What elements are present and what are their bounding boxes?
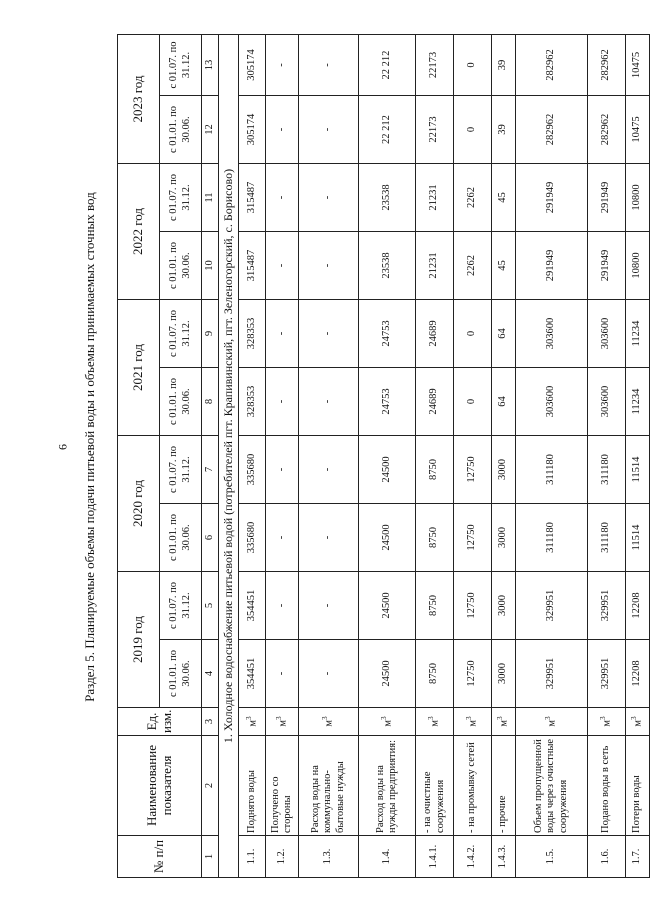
value-cell: - <box>299 300 359 368</box>
value-cell: - <box>299 35 359 96</box>
table-row <box>626 35 650 878</box>
header-unit: Ед. изм. <box>118 708 202 736</box>
value-cell: 11234 <box>626 368 650 436</box>
value-cell: 8750 <box>416 640 454 708</box>
row-number: 1.6. <box>588 836 626 878</box>
unit-label: м <box>277 719 289 727</box>
value-cell: 282962 <box>516 35 588 96</box>
header-half1: с 01.01. по 30.06. <box>160 368 202 436</box>
value-cell: 311180 <box>516 436 588 504</box>
header-half1: с 01.01. по 30.06. <box>160 232 202 300</box>
value-cell: 24500 <box>359 436 416 504</box>
header-half2: с 01.07. по 31.12. <box>160 35 202 96</box>
unit-label: м <box>467 719 479 727</box>
unit-power: 3 <box>321 716 330 720</box>
value-cell: 291949 <box>588 232 626 300</box>
column-number: 7 <box>202 436 219 504</box>
row-name: Поднято воды <box>239 736 266 836</box>
value-cell: 39 <box>492 96 516 164</box>
header-half2: с 01.07. по 31.12. <box>160 164 202 232</box>
page-number: 6 <box>55 444 70 450</box>
column-number: 4 <box>202 640 219 708</box>
table-row <box>454 35 492 878</box>
section-title: Раздел 5. Планируемые объемы подачи питьевой воды и объемы принимаемых сточных вод <box>82 192 97 702</box>
value-cell: 10800 <box>626 232 650 300</box>
value-cell: 3000 <box>492 436 516 504</box>
row-unit <box>359 708 416 736</box>
value-cell: 303600 <box>516 300 588 368</box>
value-cell: 22173 <box>416 96 454 164</box>
row-number: 1.2. <box>266 836 299 878</box>
value-cell: 45 <box>492 232 516 300</box>
value-cell: 282962 <box>588 96 626 164</box>
value-cell: 12208 <box>626 640 650 708</box>
value-cell: 24753 <box>359 368 416 436</box>
value-cell: 354451 <box>239 640 266 708</box>
value-cell: 12750 <box>454 436 492 504</box>
value-cell: 328353 <box>239 368 266 436</box>
row-number: 1.3. <box>299 836 359 878</box>
row-unit <box>492 708 516 736</box>
value-cell: 8750 <box>416 436 454 504</box>
value-cell: 0 <box>454 368 492 436</box>
value-cell: 22 212 <box>359 96 416 164</box>
value-cell: - <box>266 368 299 436</box>
value-cell: 24689 <box>416 300 454 368</box>
value-cell: - <box>299 572 359 640</box>
value-cell: 12208 <box>626 572 650 640</box>
header-half1: с 01.01. по 30.06. <box>160 504 202 572</box>
column-number: 12 <box>202 96 219 164</box>
value-cell: 3000 <box>492 572 516 640</box>
value-cell: 303600 <box>588 300 626 368</box>
header-half2: с 01.07. по 31.12. <box>160 572 202 640</box>
unit-power: 3 <box>244 716 253 720</box>
value-cell: 315487 <box>239 164 266 232</box>
value-cell: 354451 <box>239 572 266 640</box>
value-cell: 39 <box>492 35 516 96</box>
value-cell: - <box>266 504 299 572</box>
table-row <box>588 35 626 878</box>
value-cell: - <box>266 232 299 300</box>
value-cell: 11234 <box>626 300 650 368</box>
row-number: 1.4.1. <box>416 836 454 878</box>
unit-power: 3 <box>496 716 505 720</box>
row-name: - прочие <box>492 736 516 836</box>
unit-power: 3 <box>544 716 553 720</box>
header-year-2020: 2020 год <box>118 436 160 572</box>
row-number: 1.1. <box>239 836 266 878</box>
value-cell: 24753 <box>359 300 416 368</box>
row-number: 1.4.3. <box>492 836 516 878</box>
value-cell: 311180 <box>588 504 626 572</box>
header-year-2021: 2021 год <box>118 300 160 436</box>
value-cell: 64 <box>492 368 516 436</box>
value-cell: 329951 <box>516 640 588 708</box>
value-cell: 10800 <box>626 164 650 232</box>
value-cell: 282962 <box>588 35 626 96</box>
unit-label: м <box>601 719 613 727</box>
value-cell: - <box>266 96 299 164</box>
value-cell: - <box>266 35 299 96</box>
value-cell: 0 <box>454 300 492 368</box>
value-cell: 329951 <box>588 640 626 708</box>
value-cell: 335680 <box>239 436 266 504</box>
value-cell: 45 <box>492 164 516 232</box>
value-cell: - <box>266 164 299 232</box>
value-cell: 311180 <box>516 504 588 572</box>
unit-power: 3 <box>630 716 639 720</box>
value-cell: 303600 <box>516 368 588 436</box>
unit-power: 3 <box>599 716 608 720</box>
value-cell: 3000 <box>492 504 516 572</box>
unit-power: 3 <box>274 716 283 720</box>
value-cell: - <box>266 640 299 708</box>
row-name: Расход воды на нужды предприятия: <box>359 736 416 836</box>
value-cell: 22173 <box>416 35 454 96</box>
value-cell: 22 212 <box>359 35 416 96</box>
table-row <box>239 35 266 878</box>
column-number: 3 <box>202 708 219 736</box>
table-row <box>516 35 588 878</box>
unit-label: м <box>546 719 558 727</box>
value-cell: 10475 <box>626 35 650 96</box>
water-volume-table <box>117 34 650 878</box>
value-cell: 21231 <box>416 232 454 300</box>
row-unit <box>416 708 454 736</box>
column-number: 8 <box>202 368 219 436</box>
unit-power: 3 <box>465 716 474 720</box>
row-number: 1.4. <box>359 836 416 878</box>
header-name: Наименование показателя <box>118 736 202 836</box>
header-no: № п/п <box>118 836 202 878</box>
row-number: 1.7. <box>626 836 650 878</box>
row-unit <box>239 708 266 736</box>
value-cell: - <box>299 164 359 232</box>
column-number: 10 <box>202 232 219 300</box>
header-year-2022: 2022 год <box>118 164 160 300</box>
unit-label: м <box>498 719 510 727</box>
header-half2: с 01.07. по 31.12. <box>160 300 202 368</box>
value-cell: 12750 <box>454 640 492 708</box>
value-cell: 21231 <box>416 164 454 232</box>
value-cell: 328353 <box>239 300 266 368</box>
value-cell: 291949 <box>588 164 626 232</box>
value-cell: 24500 <box>359 504 416 572</box>
column-number: 5 <box>202 572 219 640</box>
section-row: 1. Холодное водоснабжение питьевой водой (потребителей пгт. Крапивинский, пгт. Зеленогорский, с. Борисово) <box>219 35 239 878</box>
row-name: - на очистные сооружения <box>416 736 454 836</box>
value-cell: 11514 <box>626 504 650 572</box>
unit-label: м <box>382 719 394 727</box>
value-cell: 11514 <box>626 436 650 504</box>
row-name: - на промывку сетей <box>454 736 492 836</box>
column-number: 9 <box>202 300 219 368</box>
value-cell: 24689 <box>416 368 454 436</box>
header-year-2023: 2023 год <box>118 35 160 164</box>
value-cell: - <box>299 96 359 164</box>
table-row <box>492 35 516 878</box>
value-cell: - <box>266 300 299 368</box>
value-cell: - <box>266 436 299 504</box>
row-name: Получено со стороны <box>266 736 299 836</box>
row-number: 1.4.2. <box>454 836 492 878</box>
column-number: 11 <box>202 164 219 232</box>
value-cell: 10475 <box>626 96 650 164</box>
value-cell: 3000 <box>492 640 516 708</box>
value-cell: - <box>266 572 299 640</box>
header-half1: с 01.01. по 30.06. <box>160 640 202 708</box>
value-cell: 311180 <box>588 436 626 504</box>
value-cell: 0 <box>454 96 492 164</box>
row-unit <box>454 708 492 736</box>
value-cell: - <box>299 368 359 436</box>
value-cell: 24500 <box>359 572 416 640</box>
table-row <box>299 35 359 878</box>
unit-power: 3 <box>379 716 388 720</box>
value-cell: 315487 <box>239 232 266 300</box>
row-name: Потери воды <box>626 736 650 836</box>
value-cell: 23538 <box>359 164 416 232</box>
value-cell: 2262 <box>454 232 492 300</box>
value-cell: 24500 <box>359 640 416 708</box>
value-cell: 12750 <box>454 572 492 640</box>
value-cell: - <box>299 640 359 708</box>
value-cell: 8750 <box>416 504 454 572</box>
value-cell: 305174 <box>239 35 266 96</box>
value-cell: 2262 <box>454 164 492 232</box>
row-name: Подано воды в сеть <box>588 736 626 836</box>
row-unit <box>266 708 299 736</box>
table-row <box>359 35 416 878</box>
value-cell: 305174 <box>239 96 266 164</box>
table-row <box>266 35 299 878</box>
value-cell: 23538 <box>359 232 416 300</box>
row-unit <box>588 708 626 736</box>
row-number: 1.5. <box>516 836 588 878</box>
row-name: Расход воды на коммунально-бытовые нужды <box>299 736 359 836</box>
table-container <box>117 35 644 878</box>
value-cell: 303600 <box>588 368 626 436</box>
unit-power: 3 <box>427 716 436 720</box>
column-number: 6 <box>202 504 219 572</box>
value-cell: 291949 <box>516 164 588 232</box>
header-half1: с 01.01. по 30.06. <box>160 96 202 164</box>
column-number: 1 <box>202 836 219 878</box>
value-cell: 64 <box>492 300 516 368</box>
column-number-row <box>202 35 219 878</box>
value-cell: 329951 <box>588 572 626 640</box>
table-row <box>416 35 454 878</box>
header-half2: с 01.07. по 31.12. <box>160 436 202 504</box>
unit-label: м <box>429 719 441 727</box>
value-cell: 329951 <box>516 572 588 640</box>
value-cell: 0 <box>454 35 492 96</box>
unit-label: м <box>247 719 259 727</box>
column-number: 2 <box>202 736 219 836</box>
value-cell: 12750 <box>454 504 492 572</box>
value-cell: 291949 <box>516 232 588 300</box>
unit-label: м <box>632 719 644 727</box>
row-unit <box>516 708 588 736</box>
value-cell: 282962 <box>516 96 588 164</box>
column-number: 13 <box>202 35 219 96</box>
unit-label: м <box>323 719 335 727</box>
value-cell: - <box>299 232 359 300</box>
value-cell: - <box>299 504 359 572</box>
row-unit <box>299 708 359 736</box>
header-year-2019: 2019 год <box>118 572 160 708</box>
value-cell: 8750 <box>416 572 454 640</box>
value-cell: 335680 <box>239 504 266 572</box>
row-unit <box>626 708 650 736</box>
value-cell: - <box>299 436 359 504</box>
row-name: Объем пропущенной воды через очистные сооружения <box>516 736 588 836</box>
